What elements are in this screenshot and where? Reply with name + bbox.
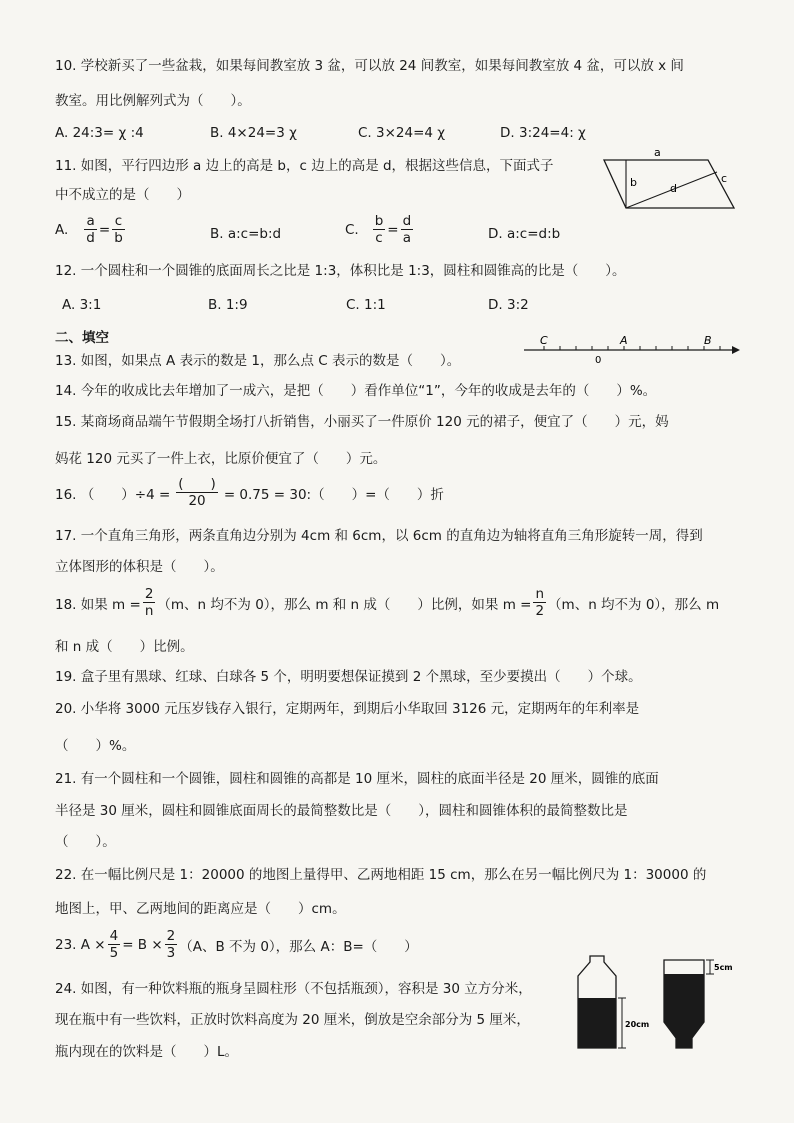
fraction-denominator: n (144, 603, 154, 619)
q20-line1: 20. 小华将 3000 元压岁钱存入银行，定期两年，到期后小华取回 3126 元，定期两年的年利率是 (55, 701, 640, 717)
q11-option-a-label: A. (55, 221, 69, 238)
q12-option-b: B. 1:9 (208, 297, 248, 313)
q14-text: 14. 今年的收成比去年增加了一成六，是把（ ）看作单位“1”，今年的收成是去年的（ ）%。 (55, 383, 657, 399)
q22-line1: 22. 在一幅比例尺是 1：20000 的地图上量得甲、乙两地相距 15 cm，那么在另一幅比例尺为 1：30000 的 (55, 867, 707, 883)
q18-part1: 18. 如果 m = (55, 596, 141, 613)
number-line-figure (520, 332, 742, 366)
q11-option-b: B. a:c=b:d (210, 226, 282, 242)
fraction-numerator: b (374, 213, 384, 229)
bottle-upright (578, 956, 649, 1048)
point-c-label: C (540, 334, 548, 347)
q11-option-d: D. a:c=d:b (488, 226, 561, 242)
q11-option-c-label: C. (345, 221, 359, 238)
q10-option-c: C. 3×24=4 χ (358, 125, 446, 141)
q23-part1: 23. A × (55, 936, 106, 953)
q18-fraction-2-over-n (143, 586, 156, 619)
parallelogram-shape (604, 160, 734, 208)
fraction-denominator: c (375, 230, 383, 246)
q10-line2: 教室。用比例解列式为（ ）。 (55, 93, 251, 109)
q21-line3: （ ）。 (55, 834, 116, 850)
fraction-numerator: ( ) (178, 476, 216, 492)
label-20cm: 20cm (625, 1020, 650, 1029)
q16-part2: = 0.75 = 30:（ ）=（ ）折 (223, 486, 444, 503)
q23-part2: = B × (122, 936, 163, 953)
fraction-numerator: c (112, 213, 125, 230)
q15-line2: 妈花 120 元买了一件上衣，比原价便宜了（ ）元。 (55, 451, 387, 467)
fraction-denominator: 2 (535, 603, 545, 619)
q11-option-a (55, 213, 127, 246)
parallelogram-figure (592, 142, 744, 214)
q21-line2: 半径是 30 厘米，圆柱和圆锥底面周长的最简整数比是（ ），圆柱和圆锥体积的最简整数比是 (55, 803, 628, 819)
fraction-d-over-a (401, 213, 414, 246)
fraction-denominator: a (402, 230, 412, 246)
q11-line2: 中不成立的是（ ） (55, 187, 190, 203)
equals-sign: = (98, 221, 111, 238)
q23-equation (55, 928, 418, 961)
fraction-denominator: b (114, 230, 123, 246)
q24-line1: 24. 如图，有一种饮料瓶的瓶身呈圆柱形（不包括瓶颈），容积是 30 立方分米， (55, 981, 532, 997)
q16-fraction (176, 476, 218, 509)
q20-line2: （ ）%。 (55, 738, 136, 754)
q17-line2: 立体图形的体积是（ ）。 (55, 559, 224, 575)
q10-option-b: B. 4×24=3 χ (210, 125, 297, 141)
number-line-arrow (732, 346, 740, 354)
label-d: d (670, 182, 677, 195)
q21-line1: 21. 有一个圆柱和一个圆锥，圆柱和圆锥的高都是 10 厘米，圆柱的底面半径是 20 厘米，圆锥的底面 (55, 771, 659, 787)
point-a-label: A (620, 334, 628, 347)
label-a: a (654, 146, 661, 159)
q17-line1: 17. 一个直角三角形，两条直角边分别为 4cm 和 6cm，以 6cm 的直角边为轴将直角三角形旋转一周，得到 (55, 528, 703, 544)
fraction-denominator: 3 (166, 945, 176, 961)
label-c: c (721, 172, 728, 185)
bottle-inverted (664, 960, 733, 1048)
fraction-denominator: d (86, 230, 95, 246)
q11-option-c (345, 213, 415, 246)
fraction-numerator: n (533, 586, 546, 603)
fraction-numerator: 2 (144, 586, 154, 602)
zero-label: 0 (595, 355, 602, 366)
label-b: b (630, 176, 637, 189)
fraction-numerator: 4 (109, 928, 119, 944)
label-5cm: 5cm (714, 963, 733, 972)
section-title-fill-in: 二、填空 (55, 330, 109, 346)
fraction-b-over-c (373, 213, 386, 246)
q12-option-c: C. 1:1 (346, 297, 386, 313)
q18-part3: （m、n 均不为 0），那么 m (548, 596, 720, 613)
liquid-fill (578, 998, 616, 1048)
fraction-denominator: 5 (109, 945, 119, 961)
liquid-fill (664, 974, 704, 1048)
q18-equation (55, 586, 719, 619)
fraction-numerator: a (84, 213, 97, 230)
q18-part2: （m、n 均不为 0），那么 m 和 n 成（ ）比例，如果 m = (157, 596, 532, 613)
q13-text: 13. 如图，如果点 A 表示的数是 1，那么点 C 表示的数是（ ）。 (55, 353, 461, 369)
q12-option-a: A. 3:1 (62, 297, 102, 313)
q22-line2: 地图上，甲、乙两地间的距离应是（ ）cm。 (55, 901, 346, 917)
q23-fraction-2-over-3 (165, 928, 178, 961)
q18-line2: 和 n 成（ ）比例。 (55, 639, 194, 655)
q16-equation (55, 476, 444, 509)
q10-option-a: A. 24:3= χ :4 (55, 125, 144, 141)
bottle-figure (572, 952, 752, 1062)
q23-fraction-4-over-5 (108, 928, 121, 961)
equals-sign: = (387, 221, 399, 238)
q11-line1: 11. 如图，平行四边形 a 边上的高是 b，c 边上的高是 d，根据这些信息，下面式子 (55, 158, 554, 174)
point-b-label: B (704, 334, 712, 347)
fraction-c-over-b (112, 213, 125, 246)
fraction-numerator: d (402, 213, 412, 229)
fraction-a-over-d (84, 213, 97, 246)
q23-part3: （A、B 不为 0），那么 A：B=（ ） (179, 938, 418, 955)
q12-option-d: D. 3:2 (488, 297, 529, 313)
fraction-numerator: 2 (166, 928, 176, 944)
q19-text: 19. 盒子里有黑球、红球、白球各 5 个，明明要想保证摸到 2 个黑球，至少要摸出（ ）个球。 (55, 669, 642, 685)
q24-line2: 现在瓶中有一些饮料，正放时饮料高度为 20 厘米，倒放是空余部分为 5 厘米， (55, 1012, 530, 1028)
q10-option-d: D. 3:24=4: χ (500, 125, 586, 141)
q16-part1: 16. （ ）÷4 = (55, 486, 171, 503)
q12-line1: 12. 一个圆柱和一个圆锥的底面周长之比是 1:3，体积比是 1:3，圆柱和圆锥高的比是（ ）。 (55, 263, 626, 279)
fraction-denominator: 20 (188, 493, 206, 509)
q18-fraction-n-over-2 (533, 586, 546, 619)
q10-line1: 10. 学校新买了一些盆栽，如果每间教室放 3 盆，可以放 24 间教室，如果每间教室放 4 盆，可以放 x 间 (55, 58, 684, 74)
q24-line3: 瓶内现在的饮料是（ ）L。 (55, 1044, 239, 1060)
q15-line1: 15. 某商场商品端午节假期全场打八折销售，小丽买了一件原价 120 元的裙子，便宜了（ ）元，妈 (55, 414, 669, 430)
